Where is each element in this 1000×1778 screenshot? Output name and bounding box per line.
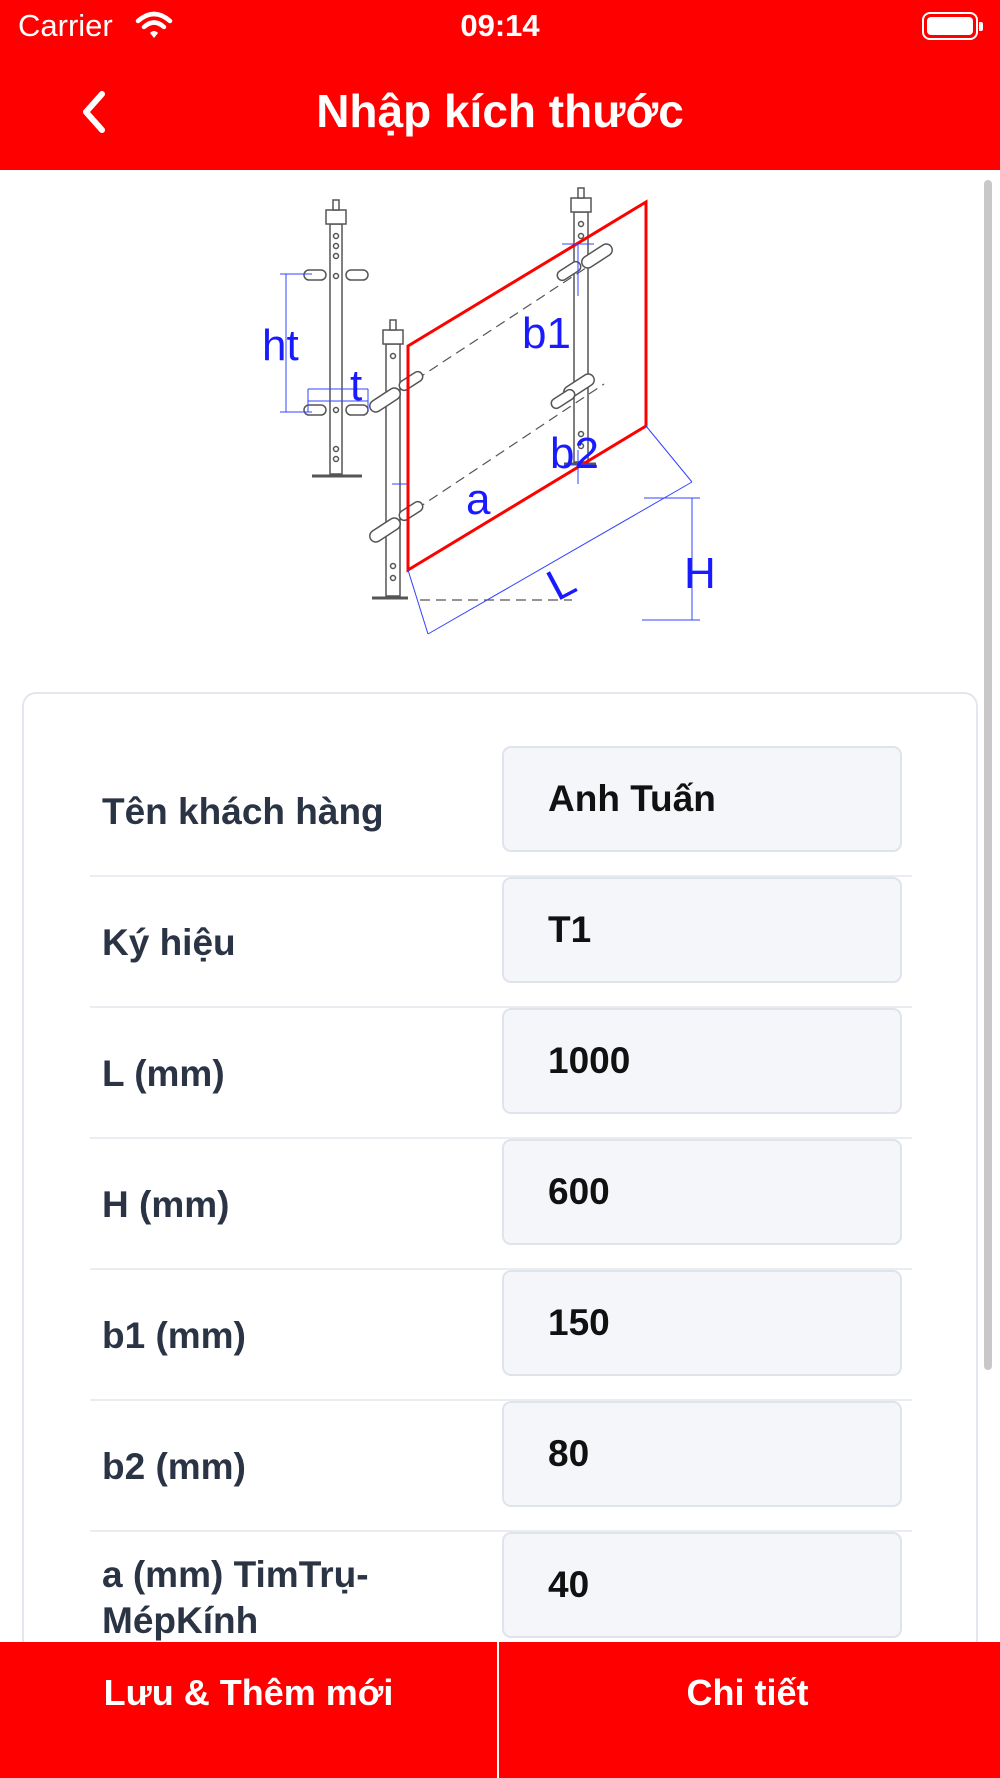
dimension-form bbox=[22, 692, 978, 1642]
height-input[interactable] bbox=[502, 1139, 902, 1245]
length-input[interactable] bbox=[502, 1008, 902, 1114]
b2-label: b2 (mm) bbox=[102, 1445, 246, 1487]
bottom-action-bar bbox=[0, 1642, 1000, 1778]
page-title: Nhập kích thước bbox=[316, 85, 684, 137]
height-label: H (mm) bbox=[102, 1183, 230, 1225]
b2-input[interactable] bbox=[502, 1401, 902, 1507]
content-scroll-area[interactable] bbox=[0, 170, 1000, 1642]
save-and-new-button[interactable]: Lưu & Thêm mới bbox=[103, 1672, 394, 1713]
form-row-height bbox=[90, 1139, 912, 1270]
status-time: 09:14 bbox=[460, 8, 540, 43]
label-L: L bbox=[539, 555, 584, 611]
form-row-length bbox=[90, 1008, 912, 1139]
customer-name-label: Tên khách hàng bbox=[102, 790, 384, 832]
form-row-symbol bbox=[90, 877, 912, 1008]
a-label: a (mm) TimTrụ-MépKính bbox=[102, 1553, 369, 1641]
b1-input[interactable] bbox=[502, 1270, 902, 1376]
symbol-input[interactable] bbox=[502, 877, 902, 983]
label-b2: b2 bbox=[550, 429, 599, 478]
glass-panel-outline bbox=[408, 202, 646, 570]
form-row-b2 bbox=[90, 1401, 912, 1532]
label-b1: b1 bbox=[522, 309, 571, 358]
label-a: a bbox=[466, 475, 491, 524]
nav-bar bbox=[0, 56, 1000, 170]
a-input[interactable] bbox=[502, 1532, 902, 1638]
symbol-label: Ký hiệu bbox=[102, 921, 236, 963]
railing-dimension-diagram bbox=[240, 184, 740, 664]
label-t: t bbox=[350, 361, 363, 410]
carrier-label: Carrier bbox=[18, 8, 113, 43]
scrollbar[interactable] bbox=[984, 180, 992, 1370]
form-row-customer-name bbox=[90, 746, 912, 877]
dashed-rails bbox=[376, 256, 604, 600]
customer-name-input[interactable] bbox=[502, 746, 902, 852]
label-ht: ht bbox=[262, 321, 299, 370]
status-bar bbox=[0, 0, 1000, 56]
detail-button[interactable]: Chi tiết bbox=[686, 1672, 809, 1713]
label-H: H bbox=[684, 549, 716, 598]
b1-label: b1 (mm) bbox=[102, 1314, 246, 1356]
form-row-b1 bbox=[90, 1270, 912, 1401]
form-row-a bbox=[90, 1532, 912, 1642]
battery-icon bbox=[922, 12, 978, 40]
length-label: L (mm) bbox=[102, 1052, 225, 1094]
left-post-detail bbox=[304, 200, 368, 476]
